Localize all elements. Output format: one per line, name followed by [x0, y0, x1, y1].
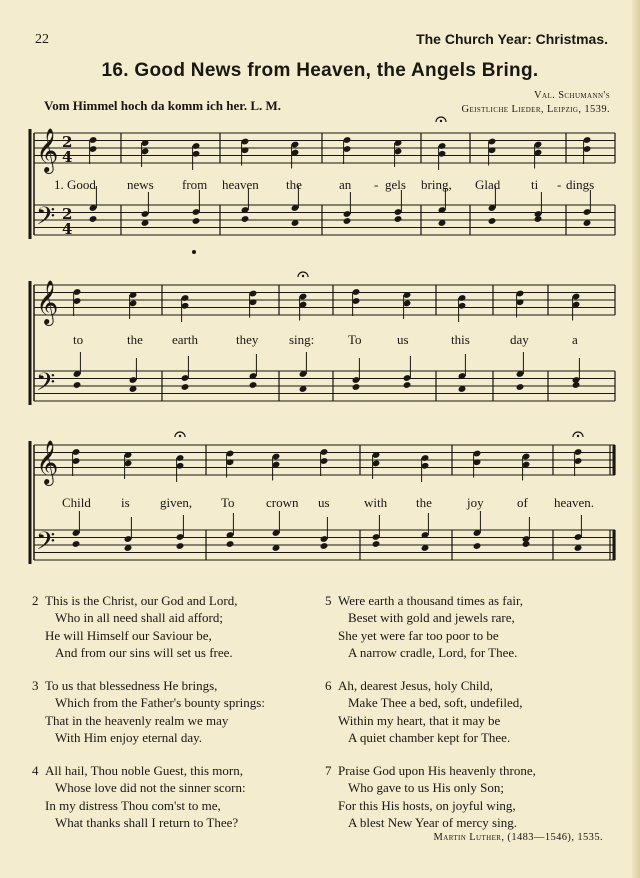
lyric-syllable: us	[397, 332, 409, 347]
verse-line: A blest New Year of mercy sing.	[348, 814, 517, 830]
note-head	[403, 381, 412, 389]
verse-number: 3	[32, 678, 39, 693]
lyric-syllable: the	[416, 495, 432, 510]
verse-number: 7	[325, 763, 332, 778]
verse-line: A narrow cradle, Lord, for Thee.	[348, 644, 518, 660]
lyric-syllable: this	[451, 332, 470, 347]
lyric-syllable: is	[121, 495, 130, 510]
note-head	[89, 215, 98, 223]
bass-clef: 𝄢	[36, 202, 56, 237]
lyric-syllable: gels	[385, 177, 406, 192]
lyric-syllable: they	[236, 332, 259, 347]
verse	[325, 592, 524, 661]
lyric-syllable: crown	[266, 495, 299, 510]
lyric-syllable: a	[572, 332, 578, 347]
lyric-syllable: bring,	[421, 177, 452, 192]
verse-line: For this His hosts, on joyful wing,	[338, 797, 516, 813]
lyric-syllable: of	[517, 495, 528, 510]
note-head	[320, 542, 329, 550]
note-head	[352, 383, 361, 391]
lyric-syllable: To	[348, 332, 362, 347]
note-head	[516, 383, 525, 391]
verse	[32, 677, 265, 746]
treble-clef: 𝄞	[36, 280, 59, 324]
verse	[325, 677, 523, 746]
verse-line: This is the Christ, our God and Lord,	[45, 593, 238, 608]
note-head	[249, 381, 258, 389]
lyric-syllable: the	[286, 177, 302, 192]
lyric-syllable: -	[557, 177, 562, 192]
time-signature-denominator: 4	[62, 148, 73, 166]
lyric-syllable: ti	[531, 177, 539, 192]
lyric-syllable: joy	[467, 495, 484, 510]
time-signature-numerator: 2	[62, 133, 73, 151]
verse-line: What thanks shall I return to Thee?	[55, 814, 239, 830]
lyric-syllable: an	[339, 177, 352, 192]
verse-line: That in the heavenly realm we may	[45, 712, 229, 728]
verse-line: Within my heart, that it may be	[338, 712, 501, 728]
time-signature-numerator: 2	[62, 205, 73, 223]
verse-line: Who in all need shall aid afford;	[55, 610, 223, 626]
verse-number: 4	[32, 763, 39, 778]
lyric-syllable: 1. Good	[54, 177, 96, 192]
verse-line: With Him enjoy eternal day.	[55, 729, 203, 745]
fermata-dot	[577, 435, 579, 437]
verse-line: In my distress Thou com'st to me,	[45, 797, 221, 813]
note-head	[72, 540, 81, 548]
note-head	[176, 542, 185, 550]
verse-line: Who gave to us His only Son;	[348, 780, 504, 796]
lyric-syllable: us	[318, 495, 330, 510]
note-head	[343, 217, 352, 225]
treble-clef: 𝄞	[36, 128, 59, 172]
running-title: The Church Year: Christmas.	[416, 31, 608, 47]
note-head	[488, 217, 497, 225]
treble-clef: 𝄞	[36, 440, 59, 484]
lyric-syllable: the	[127, 332, 143, 347]
lyric-syllable: Glad	[475, 177, 501, 192]
lyric-syllable: heaven	[222, 177, 259, 192]
lyric-syllable: with	[364, 495, 388, 510]
lyric-syllable: heaven.	[554, 495, 595, 510]
source-line-2: Geistliche Lieder, Leipzig, 1539.	[461, 104, 610, 115]
verse-line: A quiet chamber kept for Thee.	[348, 729, 511, 745]
lyric-syllable: Child	[62, 495, 91, 510]
verse-line: Make Thee a bed, soft, undefiled,	[348, 695, 523, 711]
lyric-syllable: from	[182, 177, 208, 192]
note-head	[241, 215, 250, 223]
text-author: Martin Luther, (1483—1546), 1535.	[433, 832, 603, 843]
lyric-syllable: to	[73, 332, 84, 347]
tune-name: Vom Himmel hoch da komm ich her. L. M.	[44, 98, 282, 113]
fermata-dot	[302, 275, 304, 277]
note-head	[522, 540, 531, 548]
bass-clef: 𝄢	[36, 527, 56, 562]
verse	[325, 762, 536, 831]
note-head	[73, 381, 82, 389]
verse-line: He will Himself our Saviour be,	[45, 627, 212, 643]
lyric-syllable: -	[374, 177, 379, 192]
time-signature-denominator: 4	[62, 220, 73, 238]
verse-line: To us that blessedness He brings,	[45, 678, 218, 693]
verse-line: Praise God upon His heavenly throne,	[338, 763, 536, 778]
page-number: 22	[35, 32, 49, 47]
note-head	[192, 217, 201, 225]
verse	[32, 762, 246, 831]
fermata-dot	[440, 120, 442, 122]
verse-line: Were earth a thousand times as fair,	[338, 593, 524, 608]
dot-mark	[192, 250, 196, 254]
verse-line: And from our sins will set us free.	[55, 644, 233, 660]
verse-number: 5	[325, 593, 332, 608]
verse-line: Ah, dearest Jesus, holy Child,	[338, 678, 493, 693]
note-head	[473, 542, 482, 550]
lyric-syllable: earth	[172, 332, 198, 347]
fermata-dot	[179, 435, 181, 437]
verse-line: Whose love did not the sinner scorn:	[55, 780, 246, 796]
lyric-syllable: dings	[566, 177, 595, 192]
note-head	[572, 381, 581, 389]
source-line-1: Val. Schumann's	[534, 90, 610, 101]
note-head	[372, 540, 381, 548]
lyric-syllable: day	[510, 332, 529, 347]
verse-line: Which from the Father's bounty springs:	[55, 695, 265, 711]
verse-line: All hail, Thou noble Guest, this morn,	[45, 763, 243, 778]
lyric-syllable: sing:	[289, 332, 315, 347]
verse	[32, 592, 238, 661]
note-head	[226, 540, 235, 548]
note-head	[534, 215, 543, 223]
note-head	[394, 215, 403, 223]
bass-clef: 𝄢	[36, 368, 56, 403]
verse-line: She yet were far too poor to be	[338, 627, 499, 643]
verse-number: 2	[32, 593, 39, 608]
note-head	[181, 383, 190, 391]
hymn-title: 16. Good News from Heaven, the Angels Bring.	[101, 60, 539, 81]
lyric-syllable: given,	[160, 495, 193, 510]
lyric-syllable: news	[127, 177, 154, 192]
lyric-syllable: To	[221, 495, 235, 510]
verse-line: Beset with gold and jewels rare,	[348, 610, 515, 626]
verse-number: 6	[325, 678, 332, 693]
